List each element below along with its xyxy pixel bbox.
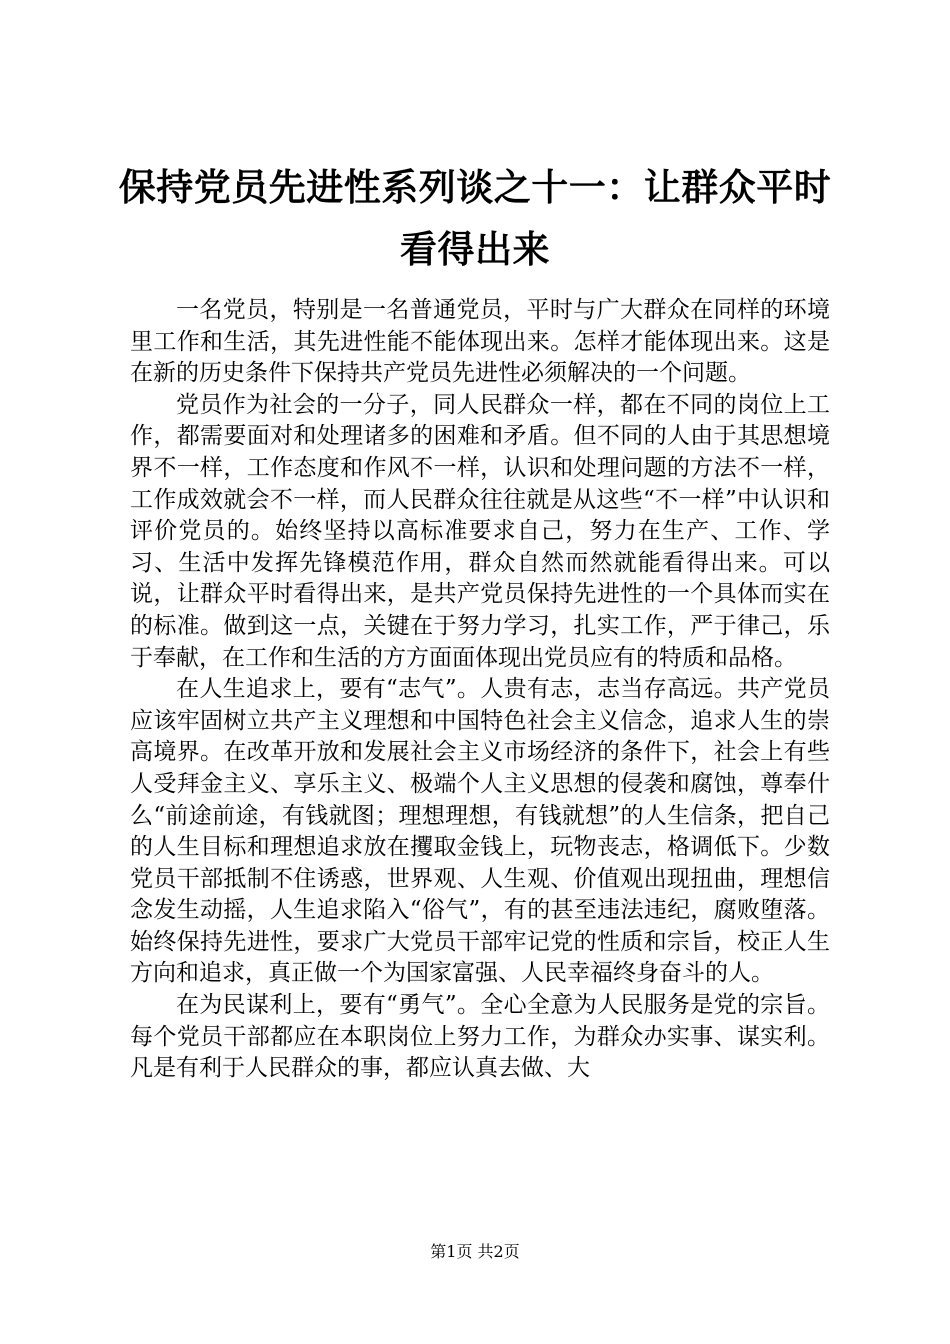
paragraph: 党员作为社会的一分子，同人民群众一样，都在不同的岗位上工作，都需要面对和处理诸多的困难和矛盾。但不同的人由于其思想境界不一样，工作态度和作风不一样，认识和处理问题的方法不一样，工作成效就会不一样，而人民群众往往就是从这些“不一样”中认识和评价党员的。始终坚持以高标准要求自己，努力在生产、工作、学习、生活中发挥先锋模范作用，群众自然而然就能看得出来。可以说，让群众平时看得出来，是共产党员保持先进性的一个具体而实在的标准。做到这一点，关键在于努力学习，扎实工作，严于律己，乐于奉献，在工作和生活的方方面面体现出党员应有的特质和品格。 (130, 391, 830, 671)
page-number-footer: 第1页 共2页 (430, 1242, 520, 1261)
paragraph: 在为民谋利上，要有“勇气”。全心全意为人民服务是党的宗旨。每个党员干部都应在本职岗位上努力工作，为群众办实事、谋实利。凡是有利于人民群众的事，都应认真去做、大 (130, 992, 830, 1082)
document-body (130, 295, 830, 1085)
paragraph: 一名党员，特别是一名普通党员，平时与广大群众在同样的环境里工作和生活，其先进性能不能体现出来。怎样才能体现出来。这是在新的历史条件下保持共产党员先进性必须解决的一个问题。 (130, 297, 830, 387)
document-title: 保持党员先进性系列谈之十一：让群众平时看得出来 (118, 165, 832, 271)
paragraph: 在人生追求上，要有“志气”。人贵有志，志当存高远。共产党员应该牢固树立共产主义理想和中国特色社会主义信念，追求人生的崇高境界。在改革开放和发展社会主义市场经济的条件下，社会上有些人受拜金主义、享乐主义、极端个人主义思想的侵袭和腐蚀，尊奉什么“前途前途，有钱就图；理想理想，有钱就想”的人生信条，把自己的人生目标和理想追求放在攫取金钱上，玩物丧志，格调低下。少数党员干部抵制不住诱惑，世界观、人生观、价值观出现扭曲，理想信念发生动摇，人生追求陷入“俗气”，有的甚至违法违纪，腐败堕落。始终保持先进性，要求广大党员干部牢记党的性质和宗旨，校正人生方向和追求，真正做一个为国家富强、人民幸福终身奋斗的人。 (130, 676, 830, 987)
